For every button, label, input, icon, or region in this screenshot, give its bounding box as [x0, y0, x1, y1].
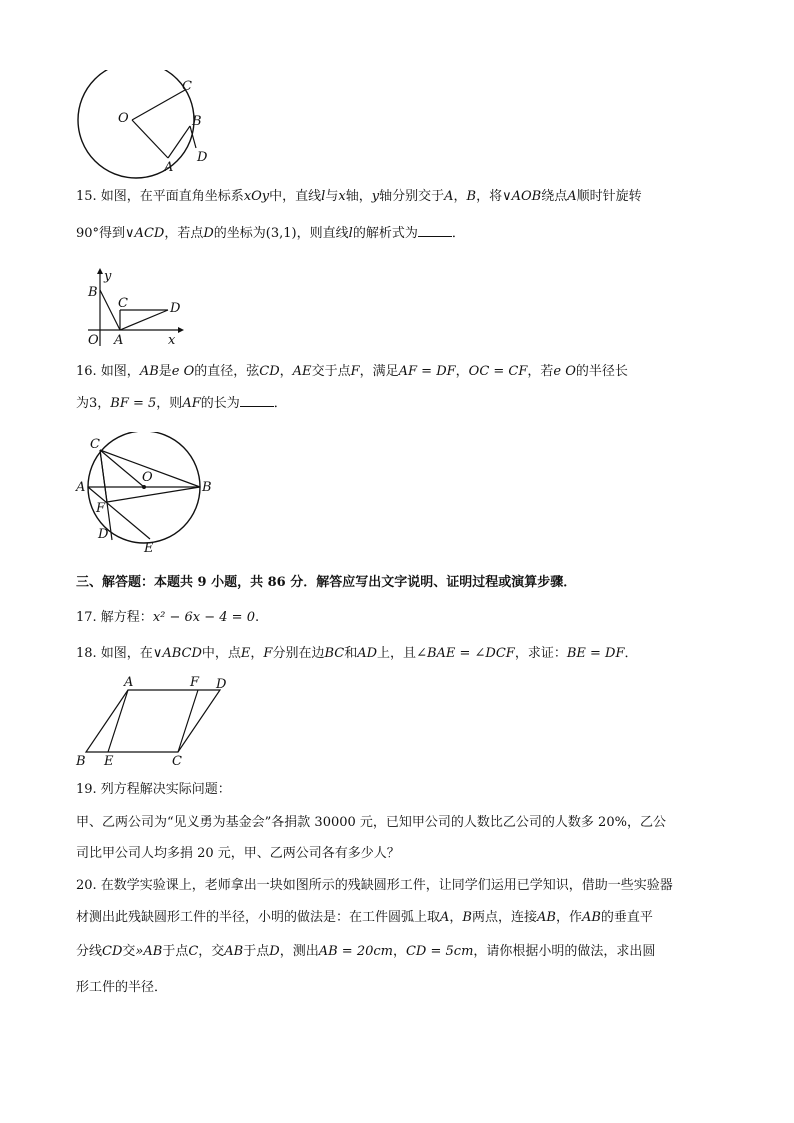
label-C: C [118, 296, 128, 311]
label-D: D [170, 301, 181, 316]
label-B: B [202, 480, 212, 495]
y-axis-arrow [97, 268, 103, 274]
parallelogram-ABCD [86, 690, 220, 752]
segment-CF [178, 690, 198, 752]
q20-line3: 分线CD交»AB于点C，交AB于点D，测出AB = 20cm，CD = 5cm，请你根据小明的做法，求出圆 [76, 944, 656, 959]
q20-line2: 材测出此残缺圆形工件的半径，小明的做法是：在工件圆弧上取A，B两点，连接AB，作AB的垂直平 [76, 910, 653, 925]
section-heading: 三、解答题：本题共 9 小题，共 86 分．解答应写出文字说明、证明过程或演算步骤． [76, 575, 577, 590]
label-O: O [142, 470, 153, 485]
label-B: B [76, 754, 86, 768]
label-B: B [88, 285, 98, 300]
figure-q14 [70, 70, 220, 180]
segment-AB [168, 126, 190, 158]
q19-line3: 司比甲公司人均多捐 20 元，甲、乙两公司各有多少人？ [76, 846, 400, 861]
label-F: F [190, 676, 200, 690]
figure-q15 [84, 266, 194, 348]
label-C: C [182, 79, 192, 94]
label-E: E [104, 754, 114, 768]
x-axis-arrow [178, 327, 184, 333]
label-D: D [197, 150, 208, 165]
q18: 18. 如图，在∨ABCD中，点E，F分别在边BC和AD上，且∠BAE = ∠DCF，求证：BE = DF． [76, 646, 638, 661]
q20-line4: 形工件的半径． [76, 980, 168, 995]
q19-line1: 19. 列方程解决实际问题： [76, 782, 231, 797]
segment-AD [120, 310, 168, 330]
label-C: C [172, 754, 182, 768]
segment-BF [107, 487, 200, 502]
segment-AE [108, 690, 128, 752]
center-dot [142, 485, 146, 489]
q15-line1: 15. 如图，在平面直角坐标系xOy中，直线l与x轴，y轴分别交于A，B，将∨AOB绕点A顺时针旋转 [76, 189, 642, 204]
q16-line1: 16. 如图，AB是e O的直径，弦CD，AE交于点F，满足AF = DF，OC = CF，若e O的半径长 [76, 364, 628, 379]
segment-OA [132, 120, 168, 158]
label-O: O [118, 111, 129, 126]
segment-OC [132, 90, 185, 120]
q19-line2: 甲、乙两公司为“见义勇为基金会”各捐款 30000 元，已知甲公司的人数比乙公司的人数多 20%，乙公 [76, 815, 666, 830]
segment-BA [100, 290, 120, 330]
q15-line2: 90°得到∨ACD，若点D的坐标为(3,1)，则直线l的解析式为 ． [76, 226, 465, 241]
label-O: O [88, 333, 99, 348]
label-D: D [98, 527, 109, 542]
label-A: A [124, 676, 134, 690]
segment-CF [100, 450, 107, 502]
label-F: F [96, 501, 106, 516]
label-E: E [144, 541, 154, 556]
answer-blank [240, 394, 274, 407]
q16-line2: 为3，BF = 5，则AF的长为 ． [76, 396, 287, 411]
answer-blank [418, 224, 452, 237]
label-D: D [216, 677, 227, 692]
q17: 17. 解方程：x² − 6x − 4 = 0. [76, 610, 260, 625]
figure-q16 [72, 432, 222, 557]
label-A: A [164, 160, 174, 175]
label-B: B [192, 114, 202, 129]
label-C: C [90, 437, 100, 452]
label-y: y [104, 269, 112, 284]
label-x: x [168, 333, 176, 348]
segment-OC [100, 450, 144, 487]
label-A: A [114, 333, 124, 348]
label-A: A [76, 480, 86, 495]
figure-q18 [74, 676, 244, 768]
q20-line1: 20. 在数学实验课上，老师拿出一块如图所示的残缺圆形工件，让同学们运用已学知识，借助一些实验器 [76, 878, 673, 893]
